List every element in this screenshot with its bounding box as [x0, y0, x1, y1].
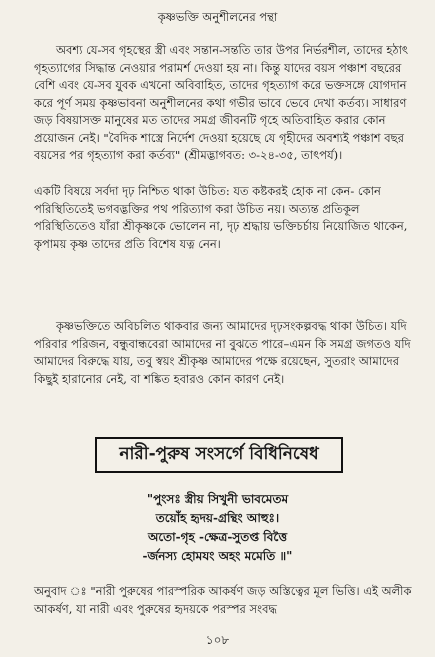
section-heading: নারী-পুরুষ সংসর্গে বিধিনিষেধ: [95, 437, 343, 473]
sanskrit-verse: [0, 490, 435, 566]
paragraph-determination: একটি বিষয়ে সর্বদা দৃঢ় নিশ্চিত থাকা উচিত: যত কষ্টকরই হোক না কেন- কোন পরিস্থিতিতেই ভগবদ্ভক্তির পথ পরিত্যাগ করা উচিত নয়। অত্যন্ত প্রতিকূল পরিস্থিতিতেও যাঁরা শ্রীকৃষ্ণকে ভোলেন না, দৃঢ় শ্রদ্ধায় ভক্তিচর্চায় নিয়োজিত থাকেন, কৃপাময় কৃষ্ণ তাদের প্রতি বিশেষ যত্ন নেন।: [34, 184, 408, 251]
paragraph-householders: অবশ্য যে-সব গৃহস্থের স্ত্রী এবং সন্তান-সন্ততি তার উপর নির্ভরশীল, তাদের হঠাৎ গৃহত্যাগের সিদ্ধান্ত নেওয়ার পরামর্শ দেওয়া হয় না। কিন্তু যাদের বয়স পঞ্চাশ বছরের বেশি এবং যে-সব যুবক এখনো অবিবাহিত, তাদের গৃহত্যাগ করে ভক্তসঙ্গে যোগদান করে পূর্ণ সময় কৃষ্ণভাবনা অনুশীলনের কথা গভীর ভাবে ভেবে দেখা কর্তব্য। সাধারণ জড় বিষয়াসক্ত মানুষের মত তাদের সমগ্র জীবনটি গৃহে অতিবাহিত করার কোন প্রয়োজন নেই। "বৈদিক শাস্ত্রে নির্দেশ দেওয়া হয়েছে যে গৃহীদের অবশ্যই পঞ্চাশ বছর বয়সের পর গৃহত্যাগ করা কর্তব্য" (শ্রীমদ্ভাগবত: ৩-২৪-৩৫, তাৎপর্য)।: [34, 43, 409, 162]
paragraph-steadfast: কৃষ্ণভক্তিতে অবিচলিত থাকবার জন্য আমাদের দৃঢ়সংকল্পবদ্ধ থাকা উচিত। যদি পরিবার পরিজন, বন্ধুবান্ধবেরা আমাদের না বুঝতে পারে–এমন কি সমগ্র জগতও যদি আমাদের বিরুদ্ধে যায়, তবু স্বয়ং শ্রীকৃষ্ণ আমাদের পক্ষে রয়েছেন, সুতরাং আমাদের কিছুই হারানোর নেই, বা শঙ্কিত হবারও কোন কারণ নেই।: [34, 319, 411, 386]
translation-paragraph: অনুবাদ ঃ "নারী পুরুষের পারস্পরিক আকর্ষণ জড় অস্তিত্বের মূল ভিত্তি। এই অলীক আকর্ষণ, যা নারী এবং পুরুষের হৃদয়কে পরস্পর সংবদ্ধ: [34, 584, 412, 616]
verse-line: -র্জনস্য হোমযং অহং মমেতি ॥": [142, 549, 293, 563]
verse-line: "পুংসঃ স্ত্রীয় সিখুনী ভাবমেতম: [146, 492, 289, 506]
verse-line: তয়োঁহ হৃদয়-গ্রন্থিং আহুঃ।: [155, 511, 280, 525]
page-number: ১০৮: [205, 633, 230, 647]
running-header: কৃষ্ণভক্তি অনুশীলনের পন্থা: [157, 10, 278, 24]
verse-line: অতো-গৃহ -ক্ষেত্র-সুতপ্ত বিত্তৈ: [147, 530, 288, 544]
